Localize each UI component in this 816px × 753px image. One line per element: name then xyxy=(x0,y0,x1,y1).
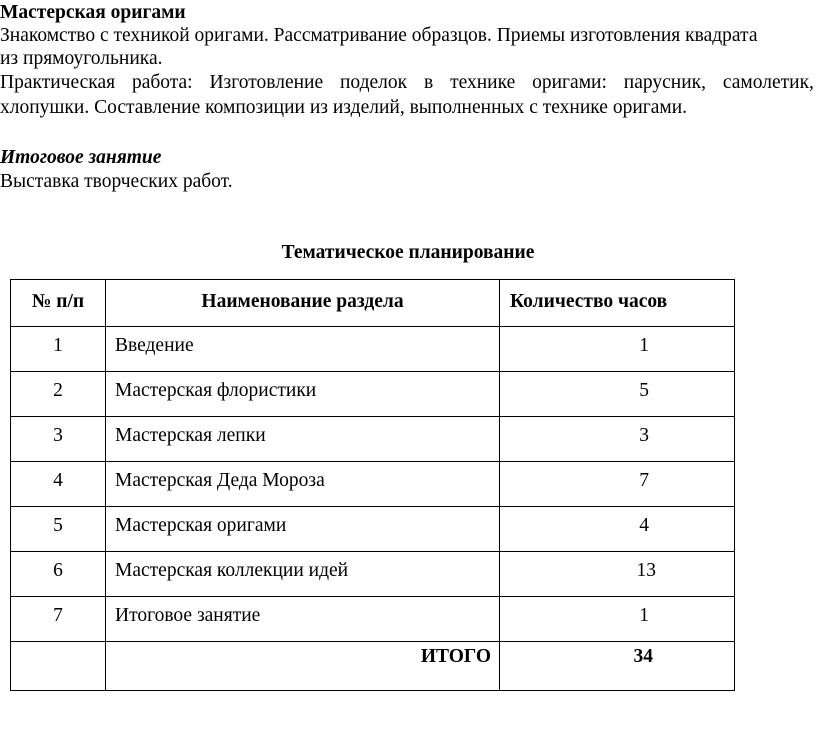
section-text-line-3 xyxy=(0,72,814,94)
table-row xyxy=(11,372,735,417)
section-text-line-4: хлопушки. Составление композиции из изделий, выполненных с технике оригами. xyxy=(0,97,688,118)
table-row xyxy=(11,507,735,552)
total-empty-cell xyxy=(11,642,106,691)
word: поделок xyxy=(339,72,408,93)
row-hours: 1 xyxy=(500,327,735,372)
word: самолетик, xyxy=(722,72,814,93)
row-name: Мастерская лепки xyxy=(106,417,500,462)
row-hours: 7 xyxy=(500,462,735,507)
row-name: Мастерская Деда Мороза xyxy=(106,462,500,507)
total-label: ИТОГО xyxy=(106,642,500,691)
row-number: 2 xyxy=(11,372,106,417)
table-title: Тематическое планирование xyxy=(281,242,535,263)
row-name: Введение xyxy=(106,327,500,372)
word: в xyxy=(424,72,434,93)
row-number: 5 xyxy=(11,507,106,552)
row-hours: 13 xyxy=(500,552,735,597)
section-text-line-1: Знакомство с техникой оригами. Рассматривание образцов. Приемы изготовления квадрата xyxy=(0,25,758,46)
row-number: 1 xyxy=(11,327,106,372)
table-row xyxy=(11,597,735,642)
row-name: Итоговое занятие xyxy=(106,597,500,642)
row-number: 6 xyxy=(11,552,106,597)
row-name: Мастерская коллекции идей xyxy=(106,552,500,597)
header-section-name: Наименование раздела xyxy=(106,280,500,327)
table-row xyxy=(11,462,735,507)
table-header-row xyxy=(11,280,735,327)
table-row xyxy=(11,327,735,372)
word: работа: xyxy=(131,72,193,93)
row-hours: 1 xyxy=(500,597,735,642)
table-row xyxy=(11,552,735,597)
row-hours: 3 xyxy=(500,417,735,462)
row-number: 4 xyxy=(11,462,106,507)
row-number: 7 xyxy=(11,597,106,642)
row-hours: 4 xyxy=(500,507,735,552)
word: Изготовление xyxy=(209,72,324,93)
row-name: Мастерская оригами xyxy=(106,507,500,552)
final-text: Выставка творческих работ. xyxy=(0,171,233,192)
table-total-row xyxy=(11,642,735,691)
row-hours: 5 xyxy=(500,372,735,417)
header-hours: Количество часов xyxy=(500,280,735,327)
header-number: № п/п xyxy=(11,280,106,327)
table-row xyxy=(11,417,735,462)
total-value: 34 xyxy=(500,642,735,691)
row-number: 3 xyxy=(11,417,106,462)
word: парусник, xyxy=(623,72,706,93)
word: оригами: xyxy=(532,72,607,93)
section-heading: Мастерская оригами xyxy=(0,2,186,23)
final-heading: Итоговое занятие xyxy=(0,147,162,168)
section-text-line-2: из прямоугольника. xyxy=(0,48,163,69)
word: Практическая xyxy=(0,72,116,93)
row-name: Мастерская флористики xyxy=(106,372,500,417)
word: технике xyxy=(450,72,516,93)
planning-table xyxy=(10,279,735,691)
